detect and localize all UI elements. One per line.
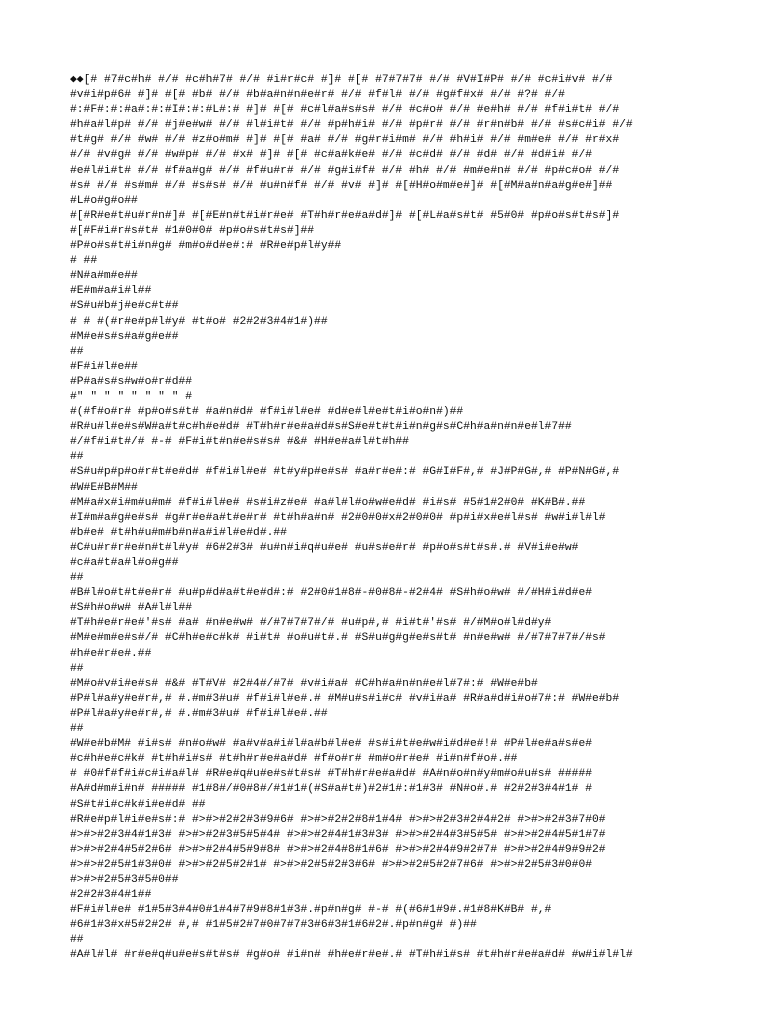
document-line: #A#d#m#i#n# ##### #1#8#/#0#8#/#1#1#(#S#a#t#)#2#1#:#1#3# #N#o#.# #2#2#3#4#1# #: [70, 783, 593, 796]
document-line: #P#a#s#s#w#o#r#d##: [70, 375, 193, 388]
document-line: ##: [70, 451, 84, 464]
document-line: #C#u#r#r#e#n#t#l#y# #6#2#3# #u#n#i#q#u#e# #u#s#e#r# #p#o#s#t#s#.# #V#i#e#w#: [70, 541, 579, 554]
document-line: #I#m#a#g#e#s# #g#r#e#a#t#e#r# #t#h#a#n# #2#0#0#x#2#0#0# #p#i#x#e#l#s# #w#i#l#l#: [70, 511, 606, 524]
document-line: #/# #v#g# #/# #w#p# #/# #x# #]# #[# #c#a#k#e# #/# #c#d# #/# #d# #/# #d#i# #/#: [70, 149, 593, 162]
document-line: #M#e#s#s#a#g#e##: [70, 330, 179, 343]
document-line: #S#t#i#c#k#i#e#d# ##: [70, 798, 206, 811]
document-line: #" " " " " " " " #: [70, 390, 193, 403]
document-line: #:#F#:#:#a#:#:#I#:#:#L#:# #]# #[# #c#l#a#s#s# #/# #c#o# #/# #e#h# #/# #f#i#t# #/#: [70, 104, 620, 117]
document-line: #F#i#l#e# #1#5#3#4#0#1#4#7#9#8#1#3#.#p#n#g# #-# #(#6#1#9#.#1#8#K#B# #,#: [70, 904, 552, 917]
document-line: #P#o#s#t#i#n#g# #m#o#d#e#:# #R#e#p#l#y##: [70, 240, 342, 253]
document-line: #[#F#i#r#s#t# #1#0#0# #p#o#s#t#s#]##: [70, 224, 315, 237]
document-line: #R#e#p#l#i#e#s#:# #>#>#2#2#3#9#6# #>#>#2#2#8#1#4# #>#>#2#3#2#4#2# #>#>#2#3#7#0#: [70, 813, 606, 826]
document-line: #>#>#2#4#5#2#6# #>#>#2#4#5#9#8# #>#>#2#4#8#1#6# #>#>#2#4#9#2#7# #>#>#2#4#9#9#2#: [70, 843, 606, 856]
document-line: #A#l#l# #r#e#q#u#e#s#t#s# #g#o# #i#n# #h#e#r#e#.# #T#h#i#s# #t#h#r#e#a#d# #w#i#l#l#: [70, 949, 633, 962]
document-line: #s# #/# #s#m# #/# #s#s# #/# #u#n#f# #/# #v# #]# #[#H#o#m#e#]# #[#M#a#n#a#g#e#]##: [70, 179, 613, 192]
document-line: # ##: [70, 255, 98, 268]
document-line: #>#>#2#3#4#1#3# #>#>#2#3#5#5#4# #>#>#2#4#1#3#3# #>#>#2#4#3#5#5# #>#>#2#4#5#1#7#: [70, 828, 606, 841]
document-line: #N#a#m#e##: [70, 270, 138, 283]
document-line: ##: [70, 572, 84, 585]
document-line: ##: [70, 345, 84, 358]
document-line: #>#>#2#5#3#5#0##: [70, 873, 179, 886]
document-line: #P#l#a#y#e#r#,# #.#m#3#u# #f#i#l#e#.##: [70, 707, 328, 720]
document-line: #>#>#2#5#1#3#0# #>#>#2#5#2#1# #>#>#2#5#2#3#6# #>#>#2#5#2#7#6# #>#>#2#5#3#0#0#: [70, 858, 593, 871]
document-line: #[#R#e#t#u#r#n#]# #[#E#n#t#i#r#e# #T#h#r#e#a#d#]# #[#L#a#s#t# #5#0# #p#o#s#t#s#]#: [70, 209, 620, 222]
document-line: #c#h#e#c#k# #t#h#i#s# #t#h#r#e#a#d# #f#o#r# #m#o#r#e# #i#n#f#o#.##: [70, 753, 518, 766]
document-line: # #0#f#f#i#c#i#a#l# #R#e#q#u#e#s#t#s# #T#h#r#e#a#d# #A#n#o#n#y#m#o#u#s# #####: [70, 768, 593, 781]
document-text-block: [70, 73, 760, 964]
document-line: #S#u#p#p#o#r#t#e#d# #f#i#l#e# #t#y#p#e#s# #a#r#e#:# #G#I#F#,# #J#P#G#,# #P#N#G#,#: [70, 466, 620, 479]
document-line: # # #(#r#e#p#l#y# #t#o# #2#2#3#4#1#)##: [70, 315, 328, 328]
document-line: #e#l#i#t# #/# #f#a#g# #/# #f#u#r# #/# #g#i#f# #/# #h# #/# #m#e#n# #/# #p#c#o# #/#: [70, 164, 620, 177]
document-line: #F#i#l#e##: [70, 360, 138, 373]
document-line: #v#i#p#6# #]# #[# #b# #/# #b#a#n#n#e#r# #/# #f#l# #/# #g#f#x# #/# #?# #/#: [70, 89, 565, 102]
document-line: #R#u#l#e#s#W#a#t#c#h#e#d# #T#h#r#e#a#d#s#S#e#t#t#i#n#g#s#C#h#a#n#n#e#l#7##: [70, 421, 572, 434]
document-line: ##: [70, 723, 84, 736]
document-line: #M#o#v#i#e#s# #&# #T#V# #2#4#/#7# #v#i#a# #C#h#a#n#n#e#l#7#:# #W#e#b#: [70, 677, 538, 690]
document-line: ##: [70, 662, 84, 675]
document-line: #h#a#l#p# #/# #j#e#w# #/# #l#i#t# #/# #p#h#i# #/# #p#r# #/# #r#n#b# #/# #s#c#i# #/#: [70, 119, 633, 132]
document-line: #b#e# #t#h#u#m#b#n#a#i#l#e#d#.##: [70, 526, 287, 539]
document-line: #2#2#3#4#1##: [70, 889, 152, 902]
document-line: ◆◆[# #7#c#h# #/# #c#h#7# #/# #i#r#c# #]# #[# #7#7#7# #/# #V#I#P# #/# #c#i#v# #/#: [70, 74, 613, 86]
document-line: #6#1#3#x#5#2#2# #,# #1#5#2#7#0#7#7#3#6#3#1#6#2#.#p#n#g# #)##: [70, 919, 477, 932]
document-line: #W#e#b#M# #i#s# #n#o#w# #a#v#a#i#l#a#b#l#e# #s#i#t#e#w#i#d#e#!# #P#l#e#a#s#e#: [70, 738, 593, 751]
document-line: #M#a#x#i#m#u#m# #f#i#l#e# #s#i#z#e# #a#l#l#o#w#e#d# #i#s# #5#1#2#0# #K#B#.##: [70, 496, 586, 509]
document-line: #S#h#o#w# #A#l#l##: [70, 602, 193, 615]
document-line: #B#l#o#t#t#e#r# #u#p#d#a#t#e#d#:# #2#0#1#8#-#0#8#-#2#4# #S#h#o#w# #/#H#i#d#e#: [70, 587, 593, 600]
document-line: #P#l#a#y#e#r#,# #.#m#3#u# #f#i#l#e#.# #M#u#s#i#c# #v#i#a# #R#a#d#i#o#7#:# #W#e#b#: [70, 692, 620, 705]
document-line: #L#o#g#o##: [70, 194, 138, 207]
document-line: #/#f#i#t#/# #-# #F#i#t#n#e#s#s# #&# #H#e#a#l#t#h##: [70, 436, 409, 449]
document-line: #c#a#t#a#l#o#g##: [70, 557, 179, 569]
document-line: #E#m#a#i#l##: [70, 285, 152, 298]
document-line: #t#g# #/# #w# #/# #z#o#m# #]# #[# #a# #/# #g#r#i#m# #/# #h#i# #/# #m#e# #/# #r#x#: [70, 134, 620, 147]
document-line: #h#e#r#e#.##: [70, 647, 152, 660]
document-line: #(#f#o#r# #p#o#s#t# #a#n#d# #f#i#l#e# #d#e#l#e#t#i#o#n#)##: [70, 406, 464, 419]
document-line: #W#E#B#M##: [70, 481, 138, 494]
document-line: ##: [70, 934, 84, 947]
document-line: #S#u#b#j#e#c#t##: [70, 300, 179, 313]
document-line: #M#e#m#e#s#/# #C#h#e#c#k# #i#t# #o#u#t#.# #S#u#g#g#e#s#t# #n#e#w# #/#7#7#7#/#s#: [70, 632, 606, 645]
document-line: #T#h#e#r#e#'#s# #a# #n#e#w# #/#7#7#7#/# #u#p#,# #i#t#'#s# #/#M#o#l#d#y#: [70, 617, 552, 630]
